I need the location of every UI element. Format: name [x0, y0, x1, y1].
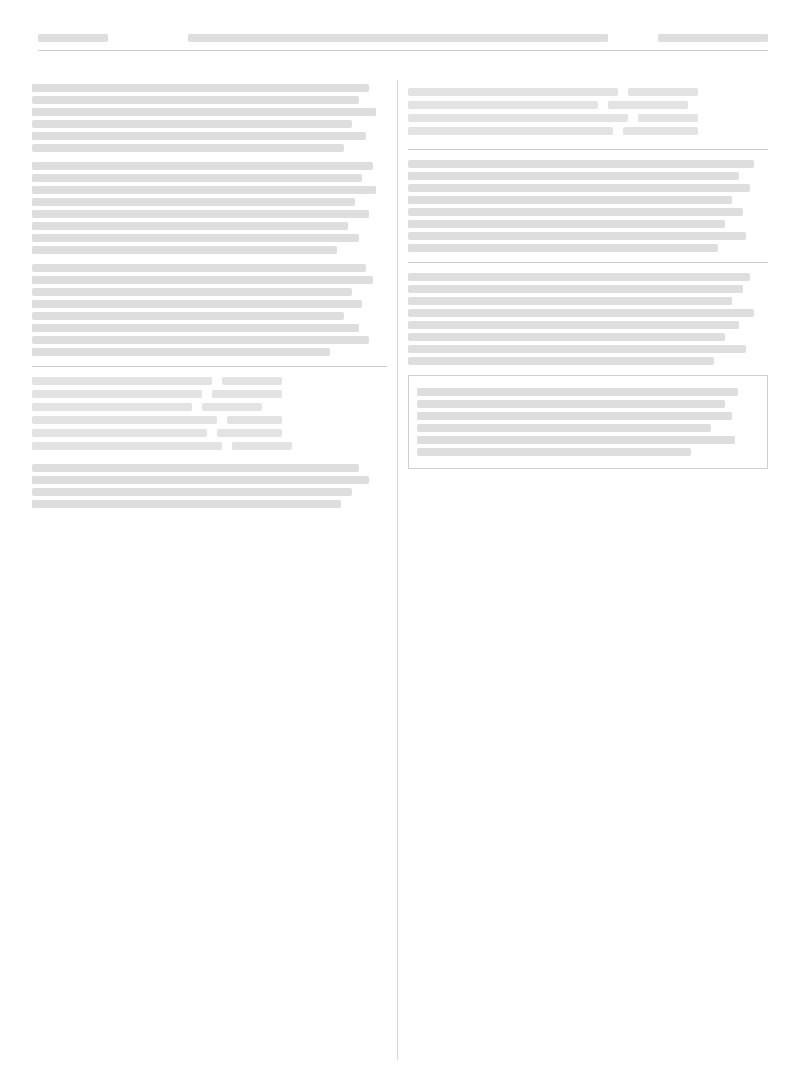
paragraph-block [32, 162, 387, 254]
right-column [408, 80, 768, 469]
header-left-block [38, 34, 108, 42]
paragraph-block [32, 264, 387, 356]
header-right-block [658, 34, 768, 42]
paragraph-block [408, 160, 768, 252]
paragraph-block [32, 464, 387, 508]
section-rule [408, 149, 768, 150]
paragraph-block [408, 273, 768, 365]
table-block [408, 88, 768, 135]
left-column [32, 80, 387, 518]
column-divider [397, 80, 398, 1060]
header-rule [38, 50, 768, 51]
section-rule [408, 262, 768, 263]
summary-box [408, 375, 768, 469]
paragraph-block [32, 84, 387, 152]
table-block [32, 377, 387, 450]
header-center-block [188, 34, 608, 42]
section-rule [32, 366, 387, 367]
